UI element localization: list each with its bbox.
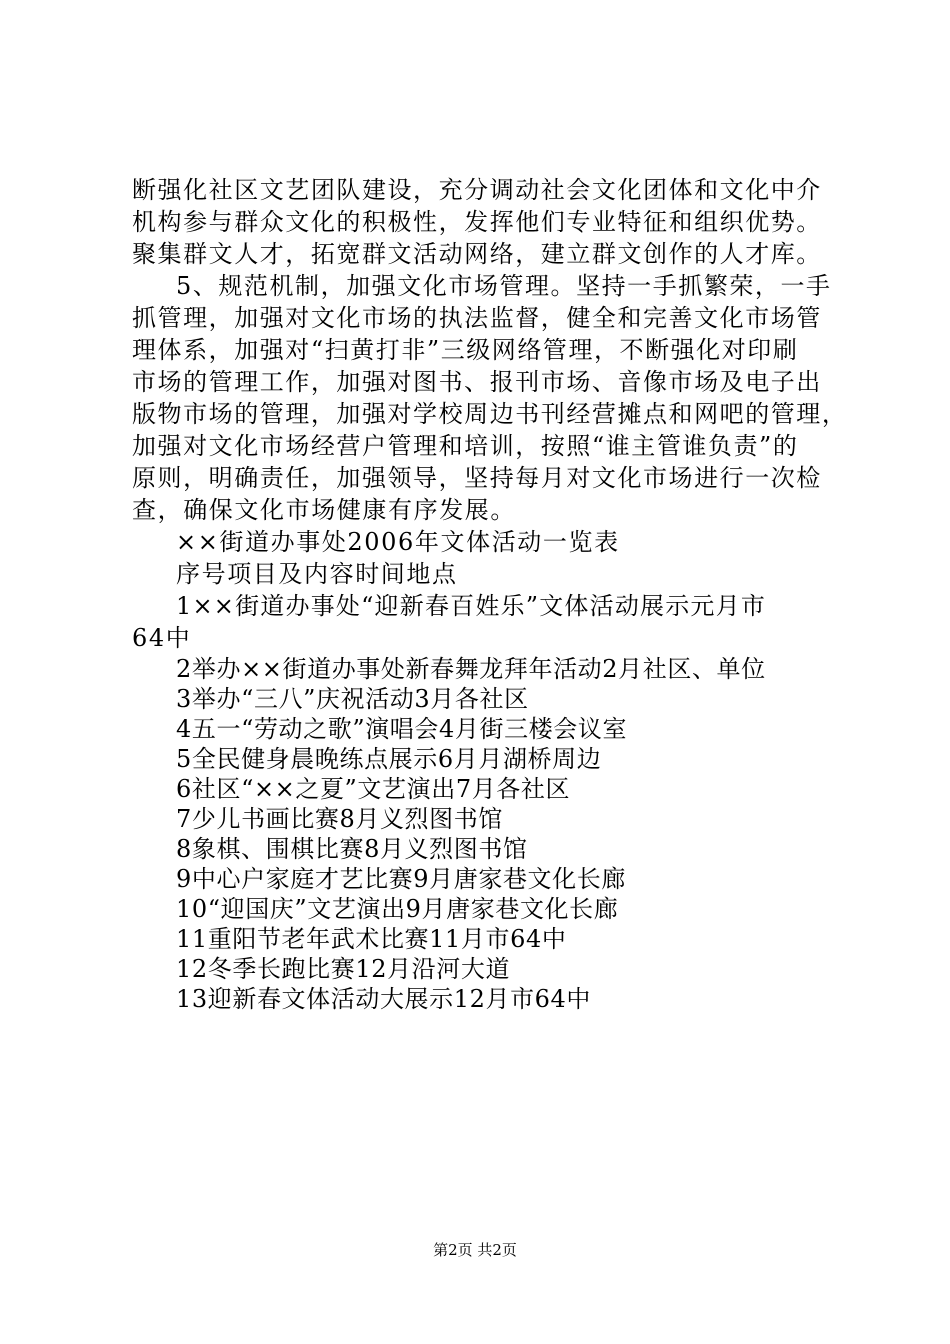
table-row: 2举办××街道办事处新春舞龙拜年活动2月社区、单位 bbox=[176, 655, 766, 683]
table-row bbox=[132, 590, 832, 654]
table-header: 序号项目及内容时间地点 bbox=[176, 560, 458, 588]
table-row: 8象棋、围棋比赛8月义烈图书馆 bbox=[176, 835, 528, 863]
table-row: 4五一“劳动之歌”演唱会4月街三楼会议室 bbox=[176, 715, 628, 743]
document-body bbox=[132, 174, 848, 1014]
table-row: 12冬季长跑比赛12月沿河大道 bbox=[176, 955, 511, 983]
text-line: 抓管理，加强对文化市场的执法监督，健全和完善文化市场管 bbox=[132, 304, 822, 332]
paragraph-market-management bbox=[132, 270, 848, 526]
table-row: 5全民健身晨晚练点展示6月月湖桥周边 bbox=[176, 745, 602, 773]
table-title: ××街道办事处2006年文体活动一览表 bbox=[176, 528, 620, 556]
paragraph-team-building bbox=[132, 174, 832, 270]
table-row: 7少儿书画比赛8月义烈图书馆 bbox=[176, 805, 503, 833]
text-line: 理体系，加强对“扫黄打非”三级网络管理，不断强化对印刷 bbox=[132, 336, 799, 364]
table-row: 6社区“××之夏”文艺演出7月各社区 bbox=[176, 775, 571, 803]
text-line: 原则，明确责任，加强领导，坚持每月对文化市场进行一次检 bbox=[132, 464, 822, 492]
text-line: 聚集群文人才，拓宽群文活动网络，建立群文创作的人才库。 bbox=[132, 240, 822, 268]
text-line: 断强化社区文艺团队建设，充分调动社会文化团体和文化中介 bbox=[132, 176, 822, 204]
table-row: 13迎新春文体活动大展示12月市64中 bbox=[176, 985, 592, 1013]
table-row-text: 64中 bbox=[132, 624, 192, 652]
text-line: 5、规范机制，加强文化市场管理。坚持一手抓繁荣，一手 bbox=[176, 272, 832, 300]
text-line: 机构参与群众文化的积极性，发挥他们专业特征和组织优势。 bbox=[132, 208, 822, 236]
activity-table bbox=[132, 526, 832, 1014]
text-line: 市场的管理工作，加强对图书、报刊市场、音像市场及电子出 bbox=[132, 368, 822, 396]
table-row-text: 1××街道办事处“迎新春百姓乐”文体活动展示元月市 bbox=[176, 592, 767, 620]
table-row: 3举办“三八”庆祝活动3月各社区 bbox=[176, 685, 529, 713]
page-footer: 第2页 共2页 bbox=[433, 1241, 517, 1259]
text-line: 查，确保文化市场健康有序发展。 bbox=[132, 496, 516, 524]
text-line: 加强对文化市场经营户管理和培训，按照“谁主管谁负责”的 bbox=[132, 432, 799, 460]
table-row: 9中心户家庭才艺比赛9月唐家巷文化长廊 bbox=[176, 865, 626, 893]
table-row: 11重阳节老年武术比赛11月市64中 bbox=[176, 925, 567, 953]
table-row: 10“迎国庆”文艺演出9月唐家巷文化长廊 bbox=[176, 895, 619, 923]
text-line: 版物市场的管理，加强对学校周边书刊经营摊点和网吧的管理， bbox=[132, 400, 848, 428]
